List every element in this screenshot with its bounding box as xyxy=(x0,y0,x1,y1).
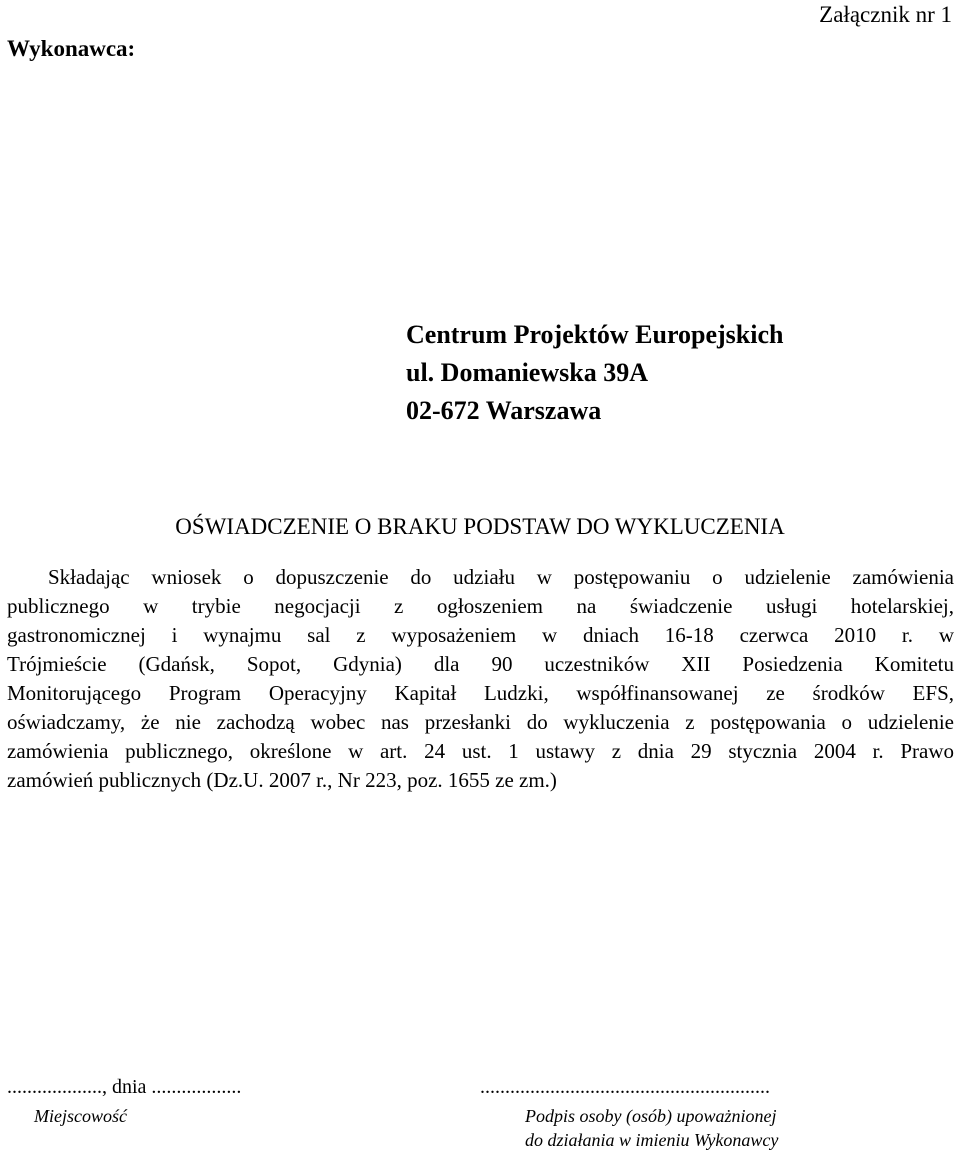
signature-caption-second-line: do działania w imieniu Wykonawcy xyxy=(525,1130,779,1150)
recipient-city: 02-672 Warszawa xyxy=(406,396,602,425)
document-title: OŚWIADCZENIE O BRAKU PODSTAW DO WYKLUCZENIA xyxy=(175,514,785,539)
body-line: gastronomicznej i wynajmu sal z wyposażeniem w dniach 16-18 czerwca 2010 r. w xyxy=(7,623,954,647)
place-date-line: ..................., dnia .................. xyxy=(7,1076,242,1098)
body-line: publicznego w trybie negocjacji z ogłoszeniem na świadczenie usługi hotelarskiej, xyxy=(7,594,954,618)
body-line: Składając wniosek o dopuszczenie do udziału w postępowaniu o udzielenie zamówienia xyxy=(48,565,954,589)
place-caption: Miejscowość xyxy=(34,1106,127,1126)
signature-caption: Podpis osoby (osób) upoważnionej xyxy=(525,1106,777,1126)
body-line: zamówienia publicznego, określone w art. 24 ust. 1 ustawy z dnia 29 stycznia 2004 r. Prawo xyxy=(7,739,954,763)
statement-body xyxy=(7,563,954,795)
body-line: Trójmieście (Gdańsk, Sopot, Gdynia) dla 90 uczestników XII Posiedzenia Komitetu xyxy=(7,652,954,676)
body-line: zamówień publicznych (Dz.U. 2007 r., Nr 223, poz. 1655 ze zm.) xyxy=(7,768,557,792)
recipient-name: Centrum Projektów Europejskich xyxy=(406,320,784,349)
body-line: Monitorującego Program Operacyjny Kapitał Ludzki, współfinansowanej ze środków EFS, xyxy=(7,681,954,705)
signature-line: .......................................................... xyxy=(480,1076,770,1098)
recipient-street: ul. Domaniewska 39A xyxy=(406,358,648,387)
recipient-address xyxy=(406,316,783,430)
body-line: oświadczamy, że nie zachodzą wobec nas przesłanki do wykluczenia z postępowania o udzielenie xyxy=(7,710,954,734)
contractor-label: Wykonawca: xyxy=(7,36,136,61)
annex-number: Załącznik nr 1 xyxy=(819,2,952,27)
